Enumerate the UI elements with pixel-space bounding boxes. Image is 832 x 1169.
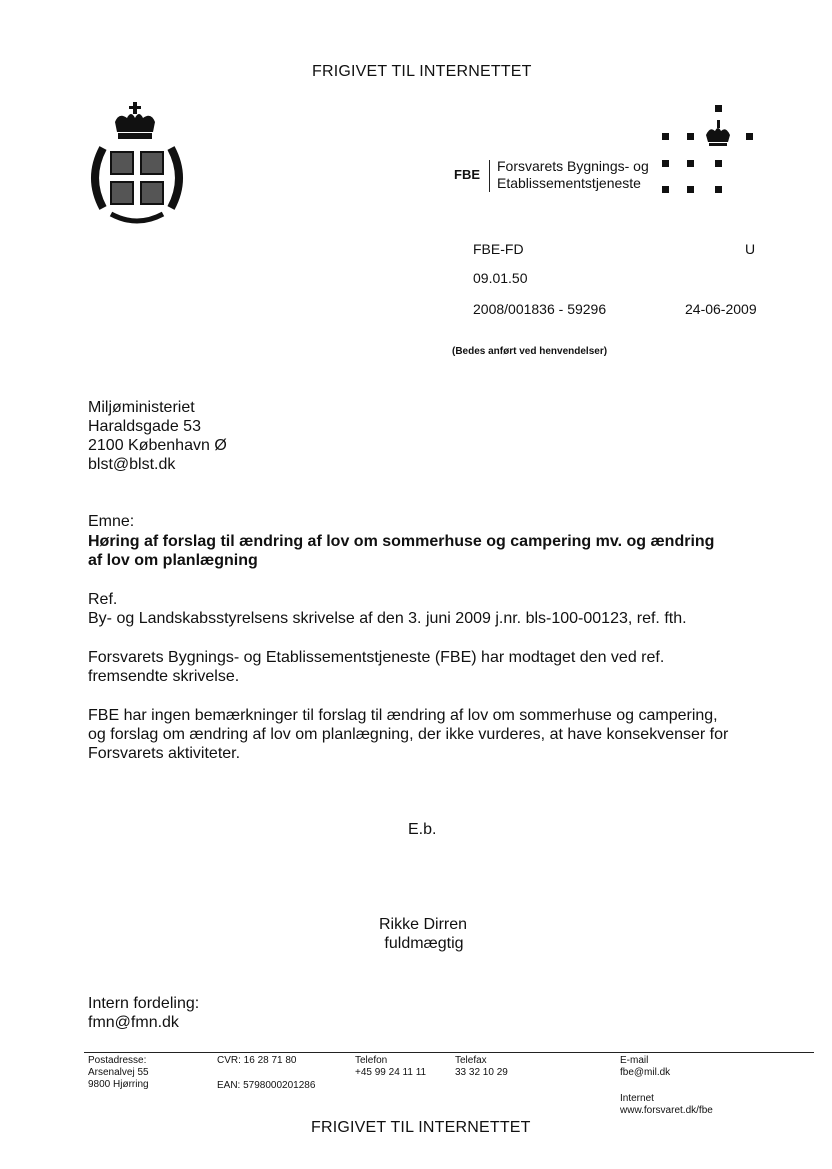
recipient-address [88, 398, 227, 474]
paragraph-2-line1: FBE har ingen bemærkninger til forslag til ændring af lov om sommerhuse og campering, [88, 707, 718, 724]
paragraph-1 [88, 648, 664, 686]
footer-ean: EAN: 5798000201286 [217, 1080, 316, 1091]
internal-distribution [88, 994, 199, 1032]
signatory-title: fuldmægtig [384, 935, 464, 952]
paragraph-2-line3: Forsvarets aktiviteter. [88, 745, 241, 762]
reference-label: Ref. [88, 591, 118, 608]
footer-phone-value: +45 99 24 11 11 [355, 1067, 427, 1078]
release-stamp-top: FRIGIVET TIL INTERNETTET [312, 63, 532, 80]
org-abbrev: FBE [454, 167, 480, 182]
subject-line1: Høring af forslag til ændring af lov om sommerhuse og campering mv. og ændring [88, 533, 715, 550]
subject-line2: af lov om planlægning [88, 552, 258, 569]
footer-rule [84, 1052, 814, 1053]
release-stamp-bottom: FRIGIVET TIL INTERNETTET [311, 1119, 531, 1136]
paragraph-1-line1: Forsvarets Bygnings- og Etablissementstjeneste (FBE) har modtaget den ved ref. [88, 649, 665, 666]
footer-email-label: E-mail [620, 1055, 649, 1066]
footer-internet [620, 1093, 713, 1117]
footer-post-label: Postadresse: [88, 1055, 147, 1066]
footer-internet-value: www.forsvaret.dk/fbe [620, 1105, 713, 1116]
unit-code: FBE-FD [473, 241, 524, 257]
paragraph-2 [88, 706, 728, 763]
footer-fax-label: Telefax [455, 1055, 487, 1066]
journal-number: 09.01.50 [473, 270, 528, 286]
closing-eb: E.b. [408, 821, 437, 838]
org-name [497, 158, 649, 192]
footer-email [620, 1055, 670, 1079]
org-name-line2: Etablissementstjeneste [497, 175, 641, 191]
reference-note: (Bedes anført ved henvendelser) [452, 346, 608, 357]
distribution-email: fmn@fmn.dk [88, 1014, 179, 1031]
footer-phone [355, 1055, 426, 1079]
footer-post-line2: 9800 Hjørring [88, 1079, 149, 1090]
footer-fax-value: 33 32 10 29 [455, 1067, 508, 1078]
footer-postal-address [88, 1055, 149, 1091]
paragraph-1-line2: fremsendte skrivelse. [88, 668, 240, 685]
recipient-line2: Haraldsgade 53 [88, 418, 201, 435]
footer-email-value: fbe@mil.dk [620, 1067, 671, 1078]
letter-date: 24-06-2009 [685, 301, 757, 317]
signatory [379, 915, 467, 953]
paragraph-2-line2: og forslag om ændring af lov om planlægning, der ikke vurderes, at have konsekvenser for [88, 726, 729, 743]
footer-fax [455, 1055, 508, 1079]
case-number: 2008/001836 - 59296 [473, 301, 607, 317]
signatory-name: Rikke Dirren [379, 916, 468, 933]
distribution-label: Intern fordeling: [88, 995, 200, 1012]
footer-post-line1: Arsenalvej 55 [88, 1067, 149, 1078]
footer-internet-label: Internet [620, 1093, 654, 1104]
subject-text [88, 532, 714, 570]
footer-phone-label: Telefon [355, 1055, 388, 1066]
reference-text: By- og Landskabsstyrelsens skrivelse af den 3. juni 2009 j.nr. bls-100-00123, ref. fth. [88, 610, 687, 627]
classification: U [745, 241, 756, 257]
footer-cvr: CVR: 16 28 71 80 [217, 1055, 297, 1066]
subject-label: Emne: [88, 513, 135, 530]
recipient-email: blst@blst.dk [88, 456, 176, 473]
letterhead-divider [489, 160, 490, 192]
fbe-crown-dot-logo [658, 100, 758, 200]
recipient-line3: 2100 København Ø [88, 437, 227, 454]
coat-of-arms-emblem [85, 100, 189, 230]
org-name-line1: Forsvarets Bygnings- og [497, 158, 649, 174]
recipient-line1: Miljøministeriet [88, 399, 195, 416]
